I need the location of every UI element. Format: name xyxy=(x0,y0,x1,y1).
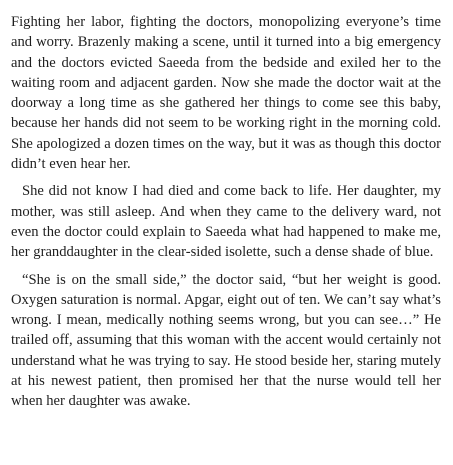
paragraph-1: Fighting her labor, fighting the doctors, monopolizing everyone’s time and worry. Brazenly making a scene, until it turned into a big emergency and the doctors evicted Saeeda from the bedside and exiled her to the waiting room and adjacent garden. Now she made the doctor wait at the doorway a long time as she gathered her things to come see this baby, because her hands did not seem to be working right in the morning cold. She apologized a dozen times on the way, but it was as though this doctor didn’t even hear her. xyxy=(11,14,441,173)
document-page xyxy=(11,12,441,412)
paragraph-3: “She is on the small side,” the doctor said, “but her weight is good. Oxygen saturation is normal. Apgar, eight out of ten. We can’t say what’s wrong. I mean, medically nothing seems wrong, but you can see…” He trailed off, assuming that this woman with the accent would certainly not understand what he was trying to say. He stood beside her, staring mutely at his newest patient, then promised her that the nurse would tell her when her daughter was awake. xyxy=(11,271,441,410)
paragraph-2: She did not know I had died and come back to life. Her daughter, my mother, was still asleep. And when they came to the delivery ward, not even the doctor could explain to Saeeda what had happened to make me, her granddaughter in the clear-sided isolette, such a dense shade of blue. xyxy=(11,183,441,261)
